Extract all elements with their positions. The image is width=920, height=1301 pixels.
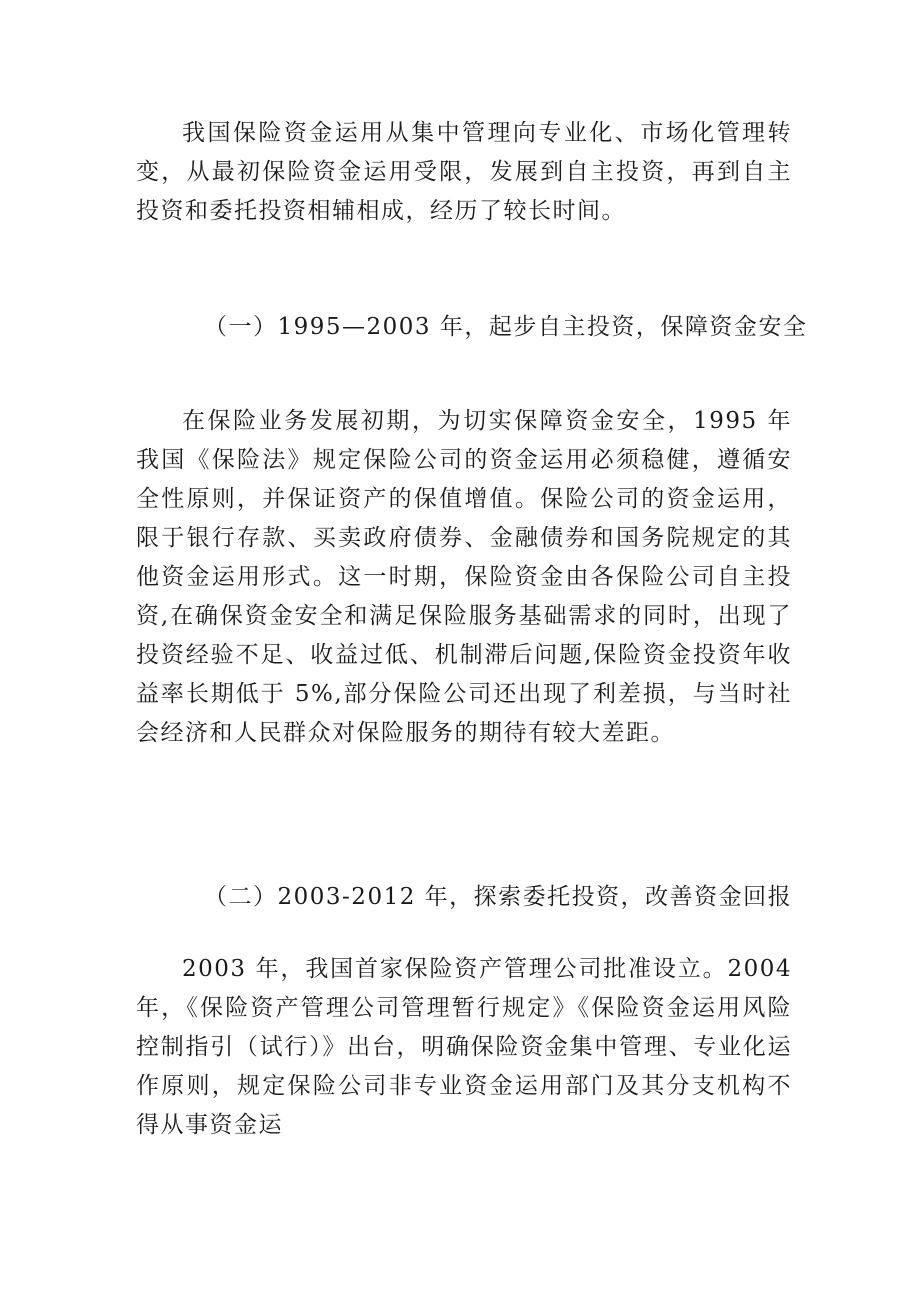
section-2-heading: （二）2003-2012 年，探索委托投资，改善资金回报: [204, 884, 793, 910]
intro-paragraph: 我国保险资金运用从集中管理向专业化、市场化管理转变，从最初保险资金运用受限，发展到自主投资，再到自主投资和委托投资相辅相成，经历了较长时间。: [136, 120, 792, 224]
section-2-paragraph: 2003 年，我国首家保险资产管理公司批准设立。2004 年，《保险资产管理公司管理暂行规定》《保险资金运用风险控制指引（试行）》出台，明确保险资金集中管理、专业化运作原则，规定保险公司非专业资金运用部门及其分支机构不得从事资金运: [136, 956, 792, 1138]
section-1-heading: （一）1995—2003 年，起步自主投资，保障资金安全: [204, 314, 808, 340]
section-1-paragraph: 在保险业务发展初期，为切实保障资金安全，1995 年我国《保险法》规定保险公司的资金运用必须稳健，遵循安全性原则，并保证资产的保值增值。保险公司的资金运用，限于银行存款、买卖政府债券、金融债券和国务院规定的其他资金运用形式。这一时期，保险资金由各保险公司自主投资,在确保资金安全和满足保险服务基础需求的同时，出现了投资经验不足、收益过低、机制滞后问题,保险资金投资年收益率长期低于 5%,部分保险公司还出现了利差损，与当时社会经济和人民群众对保险服务的期待有较大差距。: [136, 408, 792, 746]
